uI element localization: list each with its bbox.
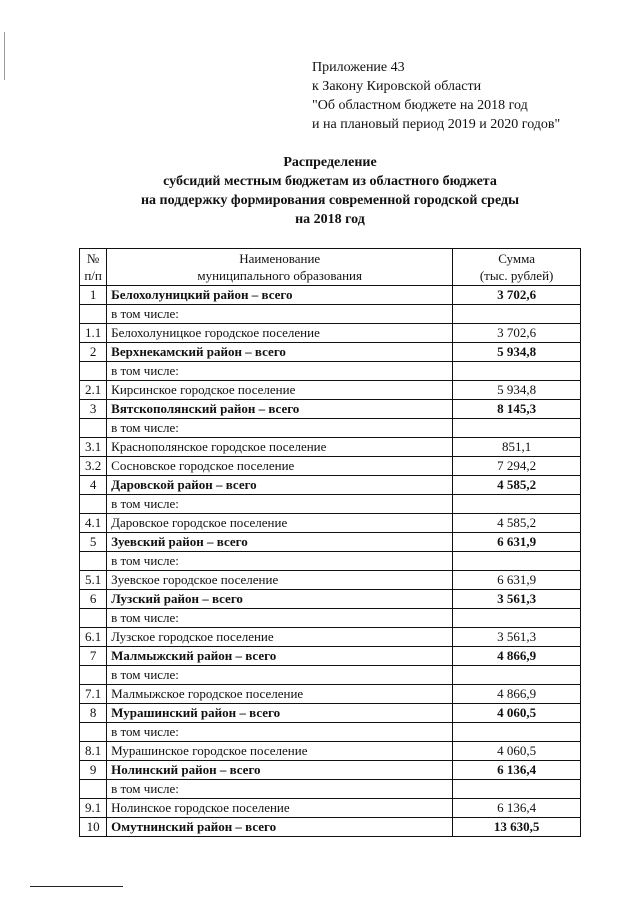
row-number (80, 723, 107, 742)
row-sum: 5 934,8 (453, 343, 581, 362)
row-sum: 6 136,4 (453, 761, 581, 780)
row-sum (453, 723, 581, 742)
table-row (80, 305, 581, 324)
row-name: в том числе: (107, 362, 453, 381)
row-number (80, 780, 107, 799)
row-name: Даровское городское поселение (107, 514, 453, 533)
row-number: 3.2 (80, 457, 107, 476)
row-number: 4 (80, 476, 107, 495)
table-row (80, 742, 581, 761)
row-sum: 3 702,6 (453, 324, 581, 343)
row-name: Малмыжское городское поселение (107, 685, 453, 704)
row-name: Даровской район – всего (107, 476, 453, 495)
row-name: в том числе: (107, 305, 453, 324)
scan-edge-mark (4, 32, 5, 80)
row-sum (453, 495, 581, 514)
row-name: Нолинское городское поселение (107, 799, 453, 818)
row-name: в том числе: (107, 780, 453, 799)
row-number: 9 (80, 761, 107, 780)
row-sum: 6 631,9 (453, 533, 581, 552)
table-row (80, 666, 581, 685)
row-name: в том числе: (107, 419, 453, 438)
appendix-line: и на плановый период 2019 и 2020 годов" (312, 117, 561, 132)
row-name: в том числе: (107, 552, 453, 571)
appendix-line: "Об областном бюджете на 2018 год (312, 98, 528, 113)
row-number: 8 (80, 704, 107, 723)
row-number (80, 362, 107, 381)
row-name: в том числе: (107, 723, 453, 742)
table-row (80, 438, 581, 457)
row-sum: 6 631,9 (453, 571, 581, 590)
row-number: 3.1 (80, 438, 107, 457)
row-name: Омутнинский район – всего (107, 818, 453, 837)
row-sum (453, 609, 581, 628)
row-number: 2.1 (80, 381, 107, 400)
header-num-line: п/п (84, 268, 102, 283)
row-sum: 6 136,4 (453, 799, 581, 818)
row-name: Лузское городское поселение (107, 628, 453, 647)
row-number: 2 (80, 343, 107, 362)
footnote-separator (30, 886, 123, 887)
row-sum: 851,1 (453, 438, 581, 457)
row-sum: 4 585,2 (453, 514, 581, 533)
table-row (80, 324, 581, 343)
table-row (80, 343, 581, 362)
row-name: Малмыжский район – всего (107, 647, 453, 666)
row-number: 3 (80, 400, 107, 419)
table-row (80, 723, 581, 742)
row-name: Верхнекамский район – всего (107, 343, 453, 362)
table-row (80, 457, 581, 476)
title-line: Распределение (283, 155, 377, 170)
row-sum: 3 702,6 (453, 286, 581, 305)
title-line: субсидий местным бюджетам из областного бюджета (163, 174, 497, 189)
table-row (80, 533, 581, 552)
row-number (80, 305, 107, 324)
row-name: в том числе: (107, 609, 453, 628)
row-name: Сосновское городское поселение (107, 457, 453, 476)
table-row (80, 400, 581, 419)
row-sum (453, 780, 581, 799)
table-row (80, 818, 581, 837)
row-number: 4.1 (80, 514, 107, 533)
row-sum: 4 585,2 (453, 476, 581, 495)
row-name: Мурашинский район – всего (107, 704, 453, 723)
row-number: 10 (80, 818, 107, 837)
table-row (80, 552, 581, 571)
table-row (80, 590, 581, 609)
row-sum (453, 419, 581, 438)
row-sum (453, 552, 581, 571)
row-number: 5.1 (80, 571, 107, 590)
row-sum (453, 666, 581, 685)
header-sum-line: Сумма (498, 251, 536, 266)
row-name: Вятскополянский район – всего (107, 400, 453, 419)
table-row (80, 362, 581, 381)
row-number: 7 (80, 647, 107, 666)
row-sum (453, 305, 581, 324)
row-number (80, 666, 107, 685)
row-number (80, 609, 107, 628)
table-row (80, 704, 581, 723)
row-sum (453, 362, 581, 381)
title-line: на 2018 год (295, 212, 365, 227)
row-name: в том числе: (107, 666, 453, 685)
table-header-row (80, 249, 581, 286)
row-name: Мурашинское городское поселение (107, 742, 453, 761)
table-row (80, 628, 581, 647)
row-name: Белохолуницкое городское поселение (107, 324, 453, 343)
row-number: 6.1 (80, 628, 107, 647)
row-sum: 7 294,2 (453, 457, 581, 476)
row-sum: 4 866,9 (453, 685, 581, 704)
document-title (80, 153, 580, 229)
row-number (80, 495, 107, 514)
row-name: Кирсинское городское поселение (107, 381, 453, 400)
table-row (80, 381, 581, 400)
row-number: 5 (80, 533, 107, 552)
table-row (80, 495, 581, 514)
row-number: 7.1 (80, 685, 107, 704)
row-sum: 4 060,5 (453, 704, 581, 723)
row-number: 1.1 (80, 324, 107, 343)
table-row (80, 609, 581, 628)
row-sum: 13 630,5 (453, 818, 581, 837)
appendix-line: к Закону Кировской области (312, 79, 482, 94)
row-number (80, 552, 107, 571)
header-sum (453, 249, 581, 286)
row-number: 1 (80, 286, 107, 305)
row-number: 8.1 (80, 742, 107, 761)
row-name: Краснополянское городское поселение (107, 438, 453, 457)
row-name: Зуевский район – всего (107, 533, 453, 552)
header-name (107, 249, 453, 286)
header-num-line: № (86, 251, 100, 266)
row-number: 6 (80, 590, 107, 609)
table-row (80, 647, 581, 666)
table-row (80, 419, 581, 438)
table-row (80, 514, 581, 533)
header-name-line: Наименование (239, 251, 321, 266)
header-num (80, 249, 107, 286)
subsidy-table (79, 248, 581, 837)
table-row (80, 780, 581, 799)
table-row (80, 761, 581, 780)
row-number (80, 419, 107, 438)
table-row (80, 799, 581, 818)
row-name: в том числе: (107, 495, 453, 514)
row-name: Зуевское городское поселение (107, 571, 453, 590)
title-line: на поддержку формирования современной городской среды (140, 193, 520, 208)
appendix-line: Приложение 43 (312, 60, 405, 75)
table-row (80, 476, 581, 495)
header-sum-line: (тыс. рублей) (479, 268, 554, 283)
header-name-line: муниципального образования (197, 268, 362, 283)
row-name: Нолинский район – всего (107, 761, 453, 780)
table-row (80, 571, 581, 590)
row-sum: 3 561,3 (453, 628, 581, 647)
table-row (80, 286, 581, 305)
row-number: 9.1 (80, 799, 107, 818)
row-sum: 4 060,5 (453, 742, 581, 761)
appendix-note (312, 58, 560, 134)
table-row (80, 685, 581, 704)
row-sum: 3 561,3 (453, 590, 581, 609)
row-sum: 4 866,9 (453, 647, 581, 666)
row-name: Белохолуницкий район – всего (107, 286, 453, 305)
row-name: Лузский район – всего (107, 590, 453, 609)
row-sum: 5 934,8 (453, 381, 581, 400)
row-sum: 8 145,3 (453, 400, 581, 419)
